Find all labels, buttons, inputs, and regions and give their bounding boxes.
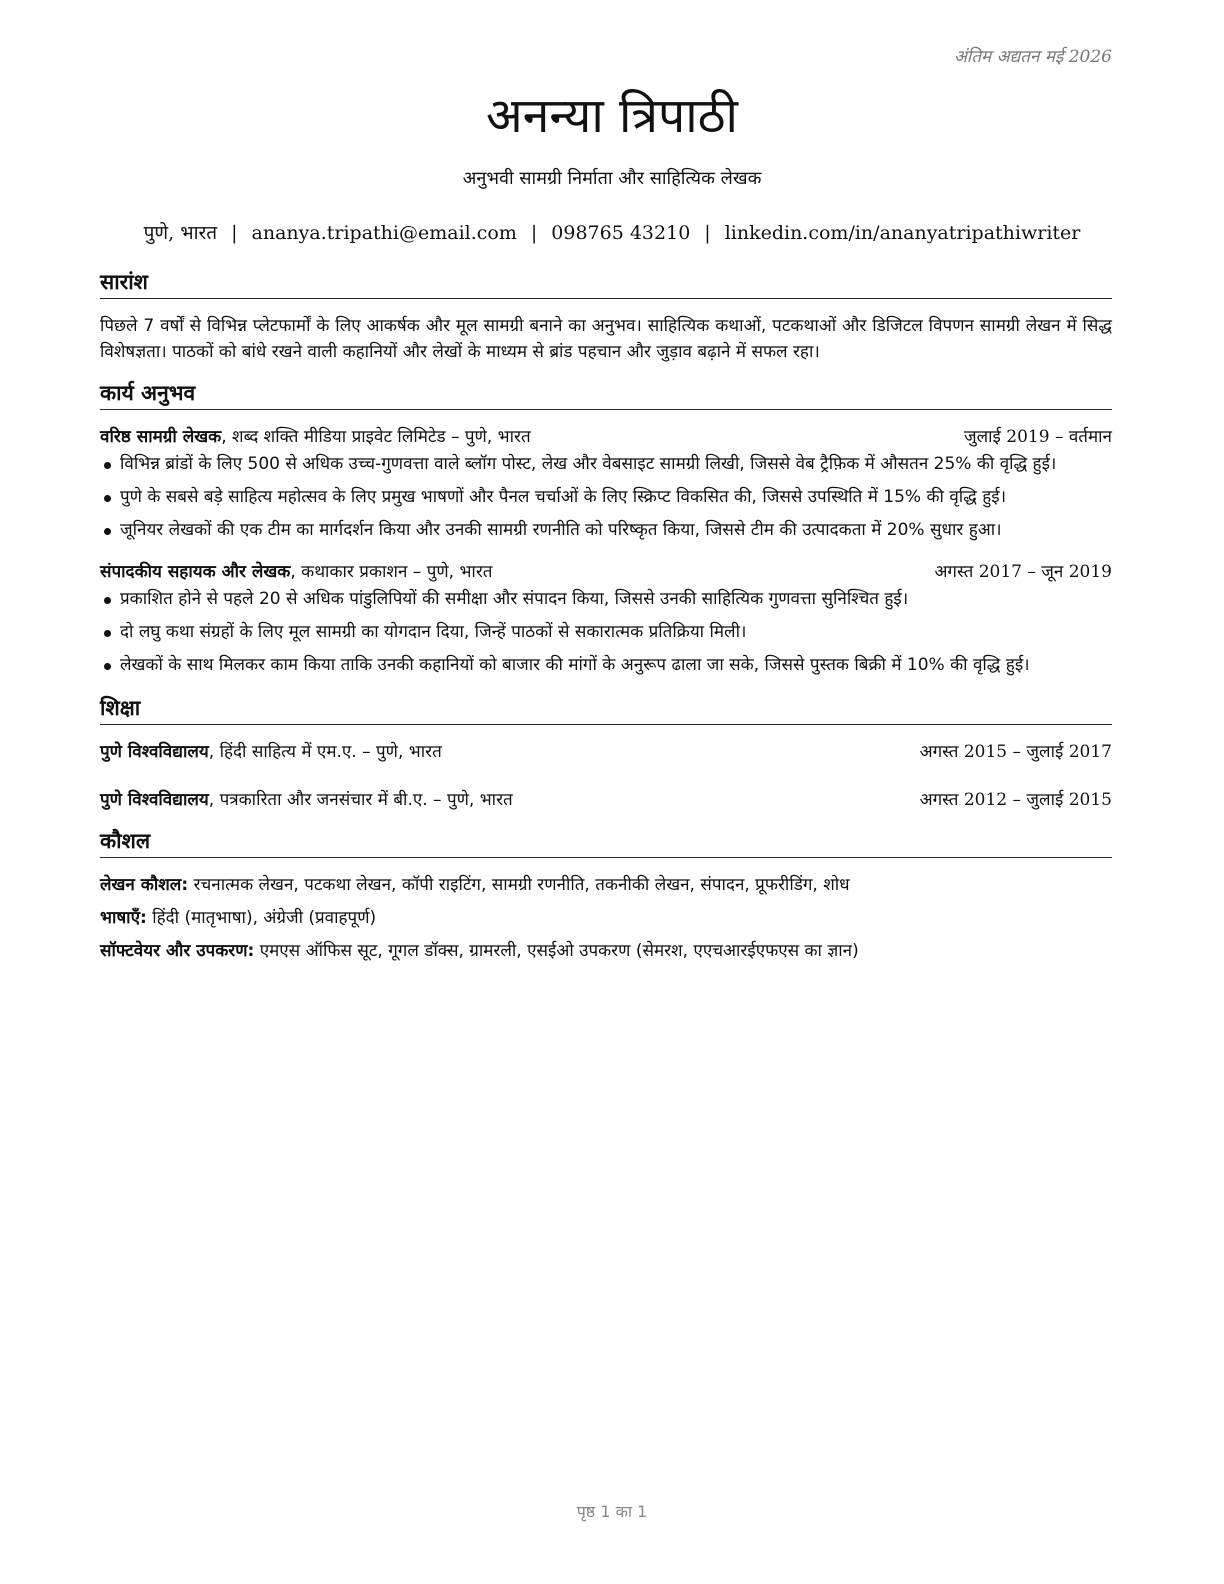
job-header xyxy=(100,424,1112,450)
contact-location: पुणे, भारत xyxy=(143,222,218,244)
job-bullet: पुणे के सबसे बड़े साहित्य महोत्सव के लिए प्रमुख भाषणों और पैनल चर्चाओं के लिए स्क्रिप्ट विकसित की, जिससे उपस्थिति में 15% की वृद्धि हुई। xyxy=(120,485,1112,510)
contact-email[interactable]: ananya.tripathi@email.com xyxy=(251,222,517,244)
job-bullet: जूनियर लेखकों की एक टीम का मार्गदर्शन किया और उनकी सामग्री रणनीति को परिष्कृत किया, जिससे टीम की उत्पादकता में 20% सुधार हुआ। xyxy=(120,518,1112,543)
job-bullet: विभिन्न ब्रांडों के लिए 500 से अधिक उच्च-गुणवत्ता वाले ब्लॉग पोस्ट, लेख और वेबसाइट सामग्री लिखी, जिससे वेब ट्रैफ़िक में औसतन 25% की वृद्धि हुई। xyxy=(120,452,1112,477)
education-entry xyxy=(100,739,1112,765)
job-entry xyxy=(100,559,1112,678)
resume-body xyxy=(100,268,1112,971)
job-title-line xyxy=(100,424,531,450)
job-role: संपादकीय सहायक और लेखक xyxy=(100,562,291,582)
contact-phone: 098765 43210 xyxy=(551,222,691,244)
experience-section xyxy=(100,379,1112,678)
job-entry xyxy=(100,424,1112,543)
contact-separator: | xyxy=(530,222,538,244)
education-school: पुणे विश्वविद्यालय xyxy=(100,790,209,810)
skill-label: सॉफ्टवेयर और उपकरण: xyxy=(100,941,255,961)
job-dates: अगस्त 2017 – जून 2019 xyxy=(934,562,1112,582)
skill-value: रचनात्मक लेखन, पटकथा लेखन, कॉपी राइटिंग, सामग्री रणनीति, तकनीकी लेखन, संपादन, प्रूफरीडिंग, शोध xyxy=(188,875,850,895)
job-bullet: लेखकों के साथ मिलकर काम किया ताकि उनकी कहानियों को बाजार की मांगों के अनुरूप ढाला जा सके, जिससे पुस्तक बिक्री में 10% की वृद्धि हुई। xyxy=(120,653,1112,678)
job-dates: जुलाई 2019 – वर्तमान xyxy=(963,427,1112,447)
education-detail: , पत्रकारिता और जनसंचार में बी.ए. – पुणे, भारत xyxy=(208,790,513,810)
education-dates: अगस्त 2012 – जुलाई 2015 xyxy=(919,790,1112,810)
skills-section xyxy=(100,827,1112,964)
section-title-education: शिक्षा xyxy=(100,694,1112,725)
last-updated: अंतिम अद्यतन मई 2026 xyxy=(953,47,1112,67)
contact-line xyxy=(0,219,1224,245)
skill-label: लेखन कौशल: xyxy=(100,875,189,895)
job-title-line xyxy=(100,559,492,585)
skill-value: एमएस ऑफिस सूट, गूगल डॉक्स, ग्रामरली, एसईओ उपकरण (सेमरश, एएचआरईएफएस का ज्ञान) xyxy=(254,941,859,961)
education-entry xyxy=(100,787,1112,813)
job-org: , शब्द शक्ति मीडिया प्राइवेट लिमिटेड – पुणे, भारत xyxy=(221,427,531,447)
job-org: , कथाकार प्रकाशन – पुणे, भारत xyxy=(290,562,493,582)
tagline: अनुभवी सामग्री निर्माता और साहित्यिक लेखक xyxy=(462,168,762,189)
education-school: पुणे विश्वविद्यालय xyxy=(100,742,209,762)
section-title-experience: कार्य अनुभव xyxy=(100,379,1112,410)
page-number: पृष्ठ 1 का 1 xyxy=(576,1502,648,1521)
job-role: वरिष्ठ सामग्री लेखक xyxy=(100,427,222,447)
education-line xyxy=(100,787,513,813)
contact-linkedin[interactable]: linkedin.com/in/ananyatripathiwriter xyxy=(724,222,1081,244)
skill-line xyxy=(100,938,1112,964)
job-header xyxy=(100,559,1112,585)
education-section xyxy=(100,694,1112,813)
skill-line xyxy=(100,905,1112,931)
skill-label: भाषाएँ: xyxy=(100,908,147,928)
education-detail: , हिंदी साहित्य में एम.ए. – पुणे, भारत xyxy=(208,742,442,762)
section-title-skills: कौशल xyxy=(100,827,1112,858)
job-bullet: प्रकाशित होने से पहले 20 से अधिक पांडुलिपियों की समीक्षा और संपादन किया, जिससे उनकी साहित्यिक गुणवत्ता सुनिश्चित हुई। xyxy=(120,587,1112,612)
job-bullets xyxy=(100,452,1112,543)
section-title-summary: सारांश xyxy=(100,268,1112,299)
candidate-name: अनन्या त्रिपाठी xyxy=(486,88,738,144)
education-dates: अगस्त 2015 – जुलाई 2017 xyxy=(919,742,1112,762)
contact-separator: | xyxy=(704,222,711,244)
job-bullets xyxy=(100,587,1112,678)
skill-line xyxy=(100,872,1112,898)
summary-section xyxy=(100,268,1112,365)
skill-value: हिंदी (मातृभाषा), अंग्रेजी (प्रवाहपूर्ण) xyxy=(146,908,377,928)
summary-text: पिछले 7 वर्षों से विभिन्न प्लेटफार्मों के लिए आकर्षक और मूल सामग्री बनाने का अनुभव। साहित्यिक कथाओं, पटकथाओं और डिजिटल विपणन सामग्री लेखन में सिद्ध विशेषज्ञता। पाठकों को बांधे रखने वाली कहानियों और लेखों के माध्यम से ब्रांड पहचान और जुड़ाव बढ़ाने में सफल रहा। xyxy=(100,316,1112,362)
job-bullet: दो लघु कथा संग्रहों के लिए मूल सामग्री का योगदान दिया, जिन्हें पाठकों से सकारात्मक प्रतिक्रिया मिली। xyxy=(120,620,1112,645)
contact-separator: | xyxy=(231,222,238,244)
education-line xyxy=(100,739,442,765)
